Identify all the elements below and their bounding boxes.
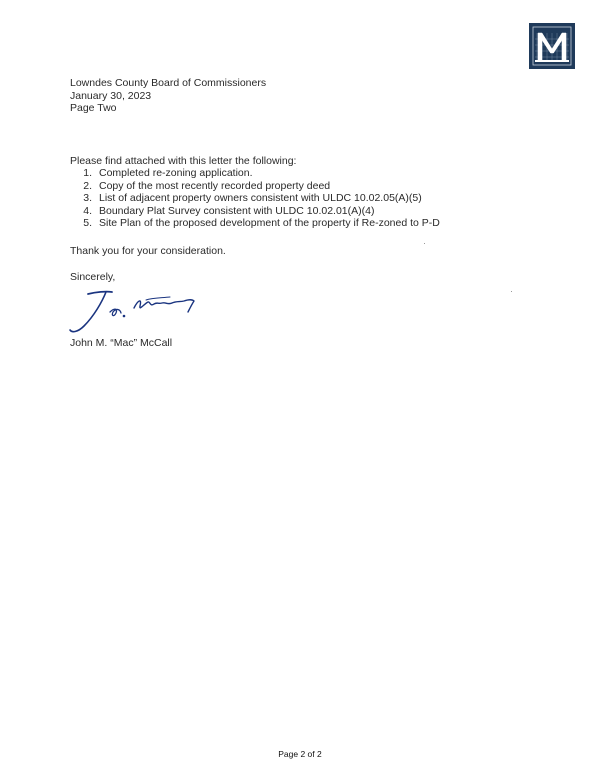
recipient-header <box>70 77 266 115</box>
list-item-text: Site Plan of the proposed development of the property if Re-zoned to P-D <box>99 217 440 229</box>
list-item <box>70 167 440 180</box>
letter-date: January 30, 2023 <box>70 89 152 102</box>
handwritten-signature <box>66 286 201 336</box>
thanks-line: Thank you for your consideration. <box>70 245 226 257</box>
enclosure-list <box>70 167 440 230</box>
list-item <box>70 180 440 193</box>
list-item-text: Copy of the most recently recorded property deed <box>99 179 331 192</box>
list-item-number: 5. <box>83 217 92 229</box>
scan-speck <box>424 243 425 244</box>
signer-name: John M. “Mac” McCall <box>70 337 173 349</box>
list-item-text: Boundary Plat Survey consistent with ULDC 10.02.01(A)(4) <box>99 204 375 217</box>
list-item <box>70 205 440 218</box>
page-label: Page Two <box>70 102 117 114</box>
monogram-m-icon <box>531 25 573 67</box>
list-item <box>70 192 440 205</box>
closing-salutation: Sincerely, <box>70 271 116 283</box>
list-item-number: 1. <box>83 167 92 179</box>
list-item-number: 2. <box>83 179 92 192</box>
page-number: Page 2 of 2 <box>278 749 322 759</box>
intro-paragraph: Please find attached with this letter the following: <box>70 155 297 167</box>
recipient-name: Lowndes County Board of Commissioners <box>70 77 267 89</box>
list-item-text: List of adjacent property owners consistent with ULDC 10.02.05(A)(5) <box>99 192 422 204</box>
scan-speck <box>511 291 512 292</box>
list-item-number: 3. <box>83 192 92 204</box>
list-item <box>70 217 440 230</box>
list-item-number: 4. <box>83 204 92 217</box>
list-item-text: Completed re-zoning application. <box>99 167 253 179</box>
company-logo <box>529 23 575 69</box>
